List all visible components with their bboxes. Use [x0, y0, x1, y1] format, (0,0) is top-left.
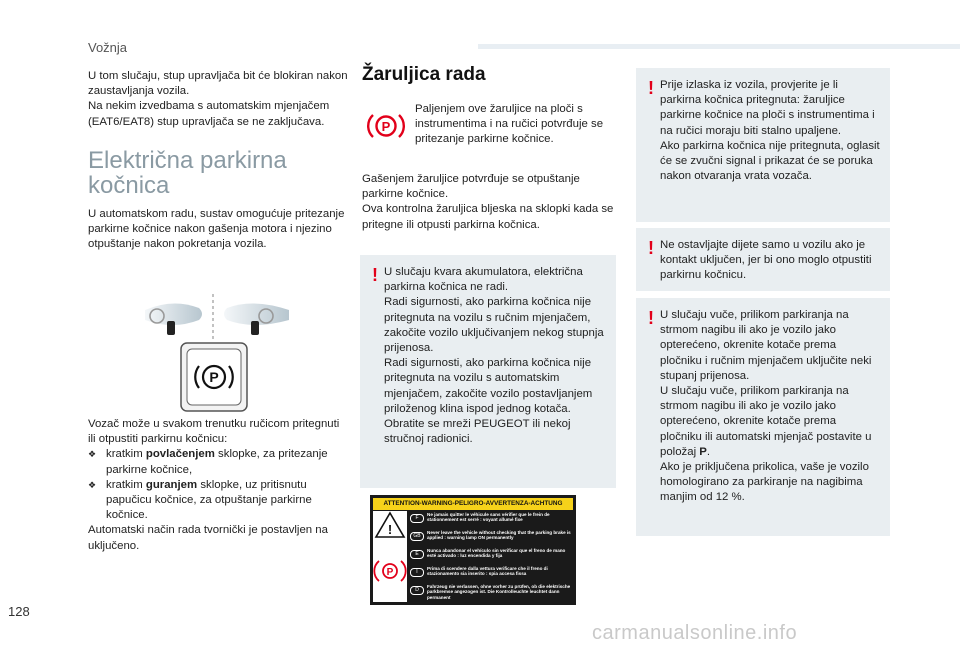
lamp-off-para-2: Ova kontrolna žaruljica bljeska na sklopki kada se pritegne ili otpusti parkirna kočnica.	[362, 203, 614, 231]
lamp-off-text	[362, 172, 616, 233]
warning-box-battery	[360, 255, 616, 488]
square-bullet-icon: ❖	[88, 479, 97, 490]
manual-intro: Vozač može u svakom trenutku ručicom pritegnuti ili otpustiti parkirnu kočnicu:	[88, 418, 340, 446]
steering-wheel-left-icon	[145, 303, 202, 335]
warning-box-leaving	[636, 68, 890, 222]
parking-brake-switch-icon	[180, 342, 248, 412]
page-number: 128	[8, 604, 30, 619]
warning-text: Ne ostavljajte dijete samo u vozilu ako je kontakt uključen, jer bi ono moglo otpustiti parkirnu kočnicu.	[660, 239, 872, 282]
lamp-on-text: Paljenjem ove žaruljice na ploči s instrumentima i na ručici potvrđuje se pritezanje parkirne kočnice.	[415, 103, 604, 146]
bullet-list	[88, 447, 350, 523]
exclamation-icon: !	[648, 78, 654, 98]
label-row: F Ne jamais quitter le véhicule sans vérifier que le frein de stationnement est serré : voyant allumé fixe	[410, 512, 574, 530]
warning-box-towing	[636, 298, 890, 536]
intro-para-2: Na nekim izvedbama s automatskim mjenjačem (EAT6/EAT8) stup upravljača se ne zaključava.	[88, 100, 330, 128]
warning-text: U slučaju kvara akumulatora, električna parkirna kočnica ne radi. Radi sigurnosti, ako parkirna kočnica nije pritegnuta na vozilu s ručnim mjenjačem, zakočite vozilo uključivanjem nekog stupnja prijenosa. Radi sigurnosti, ako parkirna kočnica nije pritegnuta na vozilu s automatskim mjenjačem, zakočite vozilo postavljanjem priloženog klina ispod jednog kotača. Obratite se mreži PEUGEOT ili nekoj stručnoj radionici.	[384, 266, 604, 446]
watermark: carmanualsonline.info	[592, 622, 798, 644]
lamp-off-para-1: Gašenjem žaruljice potvrđuje se otpuštanje parkirne kočnice.	[362, 173, 580, 201]
svg-text:P: P	[381, 119, 391, 134]
svg-text:!: !	[387, 522, 393, 537]
bullet-item: ❖ kratkim povlačenjem sklopke, za pritezanje parkirne kočnice,	[88, 448, 328, 476]
label-icon-panel	[373, 511, 407, 602]
steering-switch-illustration	[143, 290, 295, 342]
svg-text:P: P	[209, 369, 219, 385]
lamp-heading: Žaruljica rada	[362, 64, 486, 85]
manual-mode-block	[88, 417, 350, 554]
manual-footer: Automatski način rada tvornički je postavljen na uključeno.	[88, 524, 328, 552]
parking-brake-icon	[366, 110, 406, 142]
steering-wheel-right-icon	[224, 303, 289, 335]
svg-text:P: P	[386, 567, 394, 578]
exclamation-icon: !	[648, 308, 654, 328]
label-row: E Nunca abandonar el vehículo sin verificar que el freno de mano esté activado : luz encendida y fija	[410, 548, 574, 566]
intro-para-1: U tom slučaju, stup upravljača bit će blokiran nakon zaustavljanja vozila.	[88, 70, 348, 98]
warning-box-child	[636, 228, 890, 291]
warning-text: U slučaju vuče, prilikom parkiranja na strmom nagibu ili ako je vozilo jako opterećeno, okrenite kotače prema pločniku i ručnim mjenjačem uključite neki stupanj prijenosa. U slučaju vuče, prilikom parkiranja na strmom nagibu ili ako je vozilo jako opterećeno, okrenite kotače prema pločniku ili automatski mjenjač postavite u položaj P. Ako je priključena prikolica, vaše je vozilo homologirano za parkiranje na nagibima manjim od 12 %.	[660, 309, 872, 504]
exclamation-icon: !	[648, 238, 654, 258]
square-bullet-icon: ❖	[88, 449, 97, 460]
warning-label-image	[370, 495, 576, 605]
label-title: ATTENTION-WARNING-PELIGRO-AVVERTENZA-ACHTUNG	[373, 498, 573, 510]
section-title: Vožnja	[88, 40, 128, 55]
header-bar	[478, 44, 960, 49]
label-row: GB Never leave the vehicle without checking that the parking brake is applied : warning lamp ON permanently	[410, 530, 574, 548]
automatic-mode-text: U automatskom radu, sustav omogućuje pritezanje parkirne kočnice nakon gašenja motora i njezino otpuštanje nakon pokretanja vozila.	[88, 208, 345, 251]
label-row: I Prima di scendere dalla vettura verificare che il freno di stazionamento sia inserito : spia accesa fissa	[410, 566, 574, 584]
intro-text	[88, 69, 350, 130]
warning-text: Prije izlaska iz vozila, provjerite je li parkirna kočnica pritegnuta: žaruljice parkirne kočnice na ploči s instrumentima i na ručici moraju biti stalno upaljene. Ako parkirna kočnica nije pritegnuta, oglasit će se zvučni signal i prikazat će se poruka nakon otvaranja vrata vozača.	[660, 79, 880, 183]
bullet-item: ❖ kratkim guranjem sklopke, uz pritisnutu papučicu kočnice, za otpuštanje parkirne kočnice.	[88, 478, 312, 522]
section-heading: Električna parkirna kočnica	[88, 147, 287, 199]
label-rows	[410, 512, 574, 602]
exclamation-icon: !	[372, 265, 378, 285]
label-row: D Fahrzeug nie verlassen, ohne vorher zu prüfen, ob die elektrische parkbremse angezogen ist. Die Kontrolleuchte leuchtet dann permanent	[410, 584, 574, 602]
